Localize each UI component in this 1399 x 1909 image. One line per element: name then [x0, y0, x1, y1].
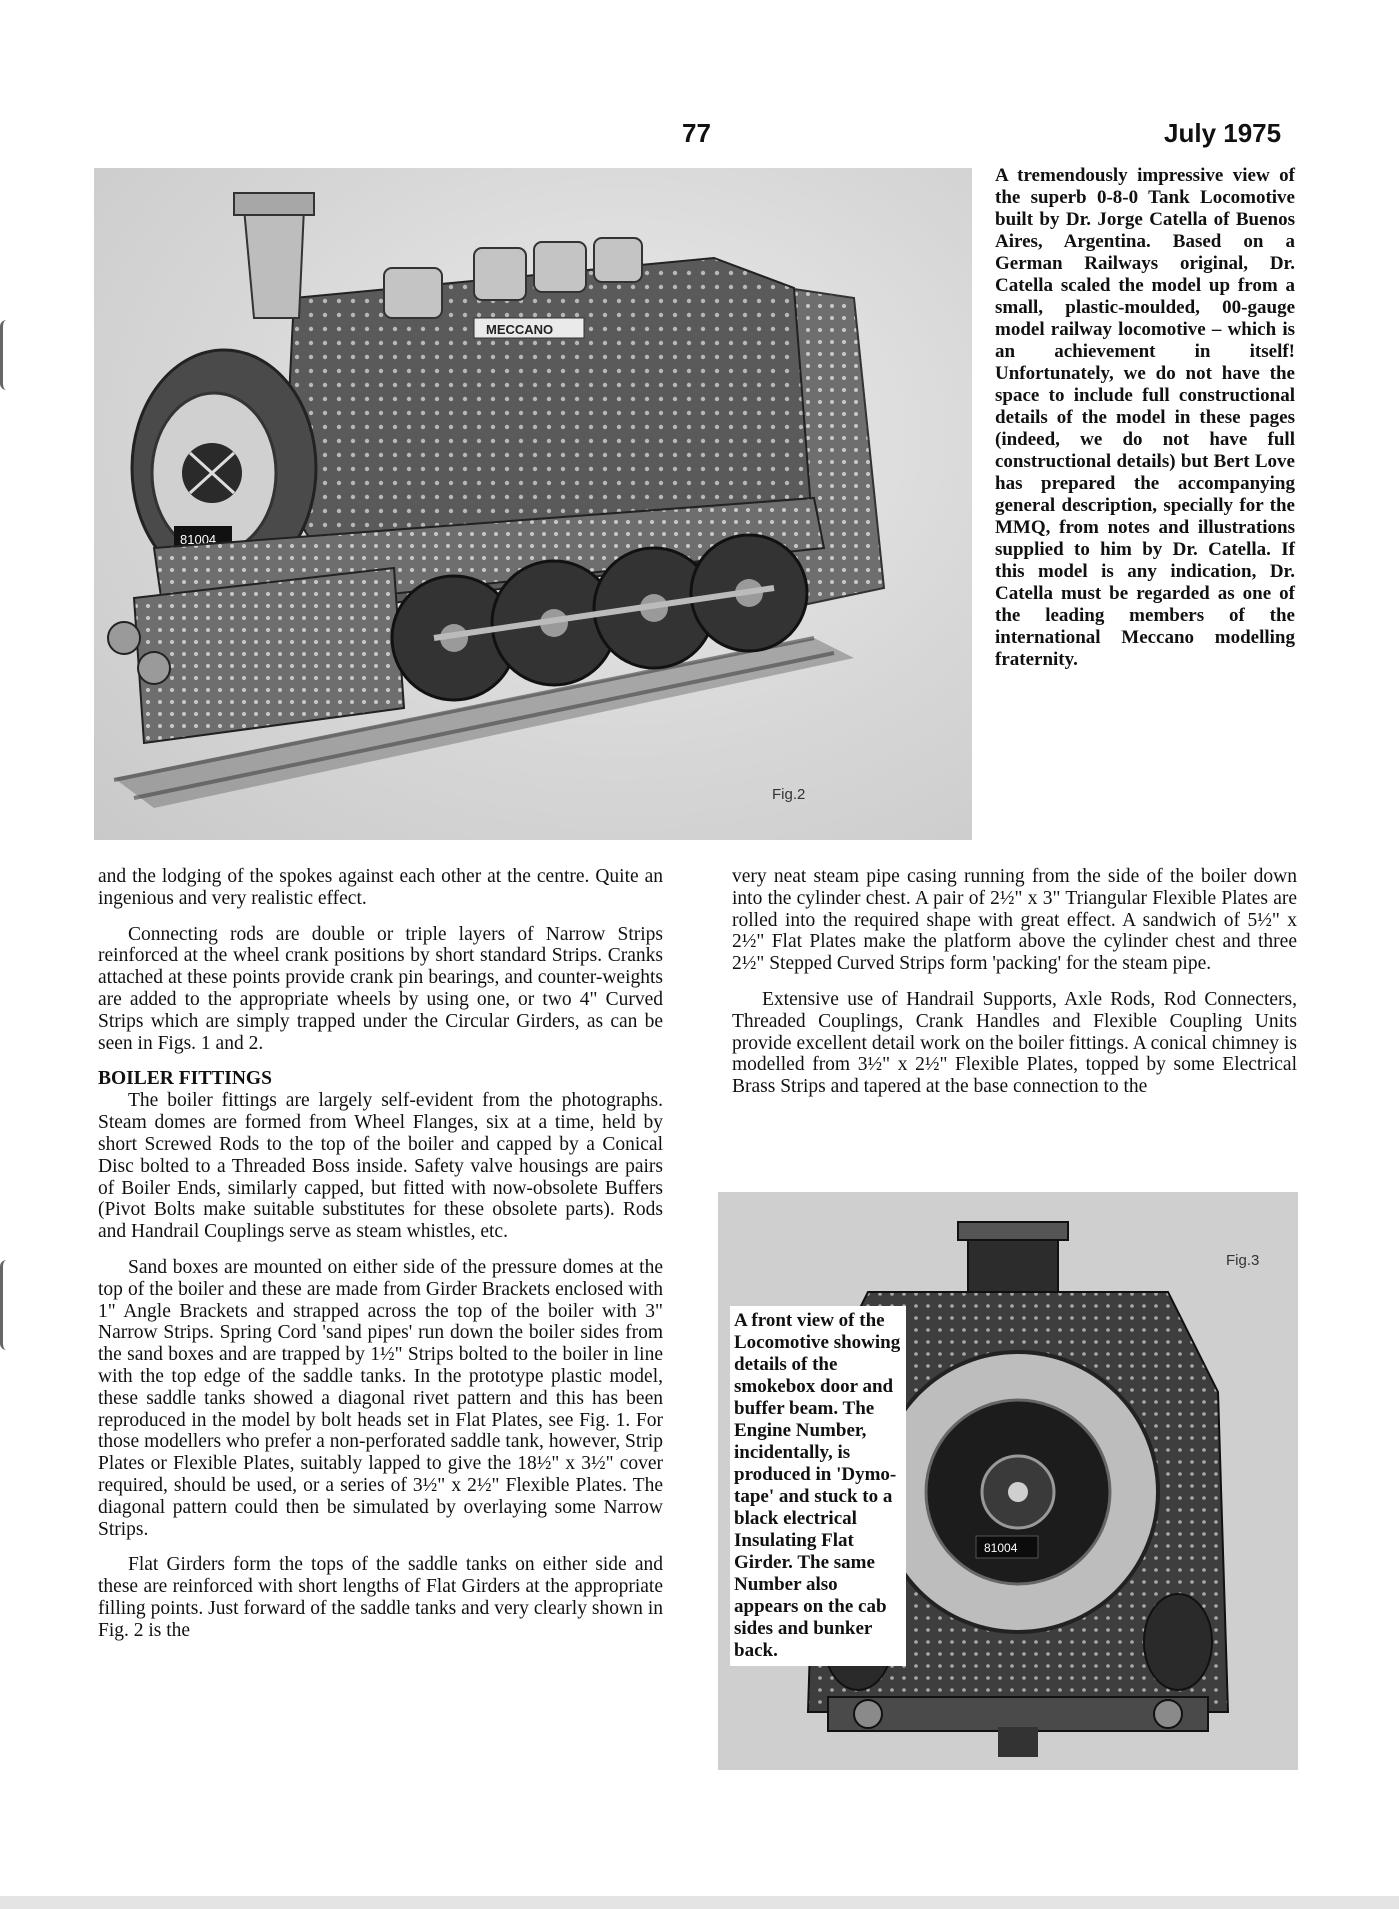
paragraph: and the lodging of the spokes against each other at the centre. Quite an ingenious and very realistic effect.: [98, 866, 663, 909]
page-number: 77: [682, 118, 711, 148]
binding-mark: [0, 1260, 13, 1350]
engine-number-text: 81004: [180, 532, 217, 547]
locomotive-side-illustration: [94, 168, 972, 840]
paragraph: Extensive use of Handrail Supports, Axle Rods, Rod Connecters, Threaded Couplings, Crank Handles and Flexible Coupling Units provide excellent detail work on the boiler fittings. A conical chimney is modelled from 3½" x 2½" Flexible Plates, topped by some Electrical Brass Strips and tapered at the base connection to the: [732, 988, 1297, 1098]
figure-2-locomotive-photo: [94, 168, 972, 840]
paragraph: Flat Girders form the tops of the saddle tanks on either side and these are reinforced with short lengths of Flat Girders at the appropriate filling points. Just forward of the saddle tanks and very clearly shown in Fig. 2 is the: [98, 1554, 663, 1641]
issue-date: July 1975: [1164, 118, 1282, 148]
paragraph: Connecting rods are double or triple layers of Narrow Strips reinforced at the wheel crank positions by short standard Strips. Cranks attached at these points provide crank pin bearings, and counter-weights are added to the appropriate wheels by using one, or two 4" Curved Strips which are simply trapped under the Circular Girders, as can be seen in Figs. 1 and 2.: [98, 923, 663, 1054]
paragraph: very neat steam pipe casing running from the side of the boiler down into the cylinder chest. A pair of 2½" x 3" Triangular Flexible Plates are rolled into the required shape with great effect. A sandwich of 5½" x 2½" Flat Plates make the platform above the cylinder chest and three 2½" Stepped Curved Strips form 'packing' for the steam pipe.: [732, 866, 1297, 975]
section-heading: BOILER FITTINGS: [98, 1068, 272, 1090]
scan-edge: [0, 1896, 1399, 1909]
figure-2-label: Fig.2: [772, 786, 806, 803]
engine-number-text-front: 81004: [984, 1541, 1018, 1555]
paragraph: The boiler fittings are largely self-evident from the photographs. Steam domes are formed from Wheel Flanges, six at a time, held by short Screwed Rods to the top of the boiler and capped by a Conical Disc bolted to a Threaded Boss inside. Safety valve housings are pairs of Boiler Ends, similarly capped, but fitted with now-obsolete Buffers (Pivot Bolts make suitable substitutes for these obsolete parts). Rods and Handrail Couplings serve as steam whistles, etc.: [98, 1090, 663, 1243]
meccano-nameplate-text: MECCANO: [486, 322, 554, 337]
body-column-left: [98, 866, 663, 1656]
figure-2-caption: A tremendously impressive view of the superb 0-8-0 Tank Locomotive built by Dr. Jorge Catella of Buenos Aires, Argentina. Based on a German Railways original, Dr. Catella scaled the model up from a small, plastic-moulded, 00-gauge model railway locomotive – which is an achievement in itself! Unfortunately, we do not have the space to include full constructional details of the model in these pages (indeed, we do not have full constructional details) but Bert Love has prepared the accompanying general description, specially for the MMQ, from notes and illustrations supplied to him by Dr. Catella. If this model is any indication, Dr. Catella must be regarded as one of the leading members of the international Meccano modelling fraternity.: [995, 165, 1295, 670]
figure-3-caption: A front view of the Locomotive showing details of the smokebox door and buffer beam. The Engine Number, incidentally, is produced in 'Dymo-tape' and stuck to a black electrical Insulating Flat Girder. The same Number also appears on the cab sides and bunker back.: [730, 1306, 906, 1666]
paragraph: Sand boxes are mounted on either side of the pressure domes at the top of the boiler and these are made from Girder Brackets enclosed with 1" Angle Brackets and strapped across the top of the boiler with 3" Narrow Strips. Spring Cord 'sand pipes' run down the boiler sides from the sand boxes and are trapped by 1½" Strips bolted to the boiler in line with the top edge of the saddle tanks. In the prototype plastic model, these saddle tanks showed a diagonal rivet pattern and this has been reproduced in the model by bolt heads set in Flat Plates, see Fig. 1. For those modellers who prefer a non-perforated saddle tank, however, Strip Plates or Flexible Plates, suitably lapped to give the 18½" x 3½" cover required, should be used, or a series of 3½" x 2½" Flexible Plates. The diagonal pattern could then be simulated by overlaying some Narrow Strips.: [98, 1256, 663, 1540]
figure-3-label: Fig.3: [1226, 1252, 1260, 1269]
body-column-right: [732, 866, 1297, 1112]
binding-mark: [0, 320, 13, 390]
